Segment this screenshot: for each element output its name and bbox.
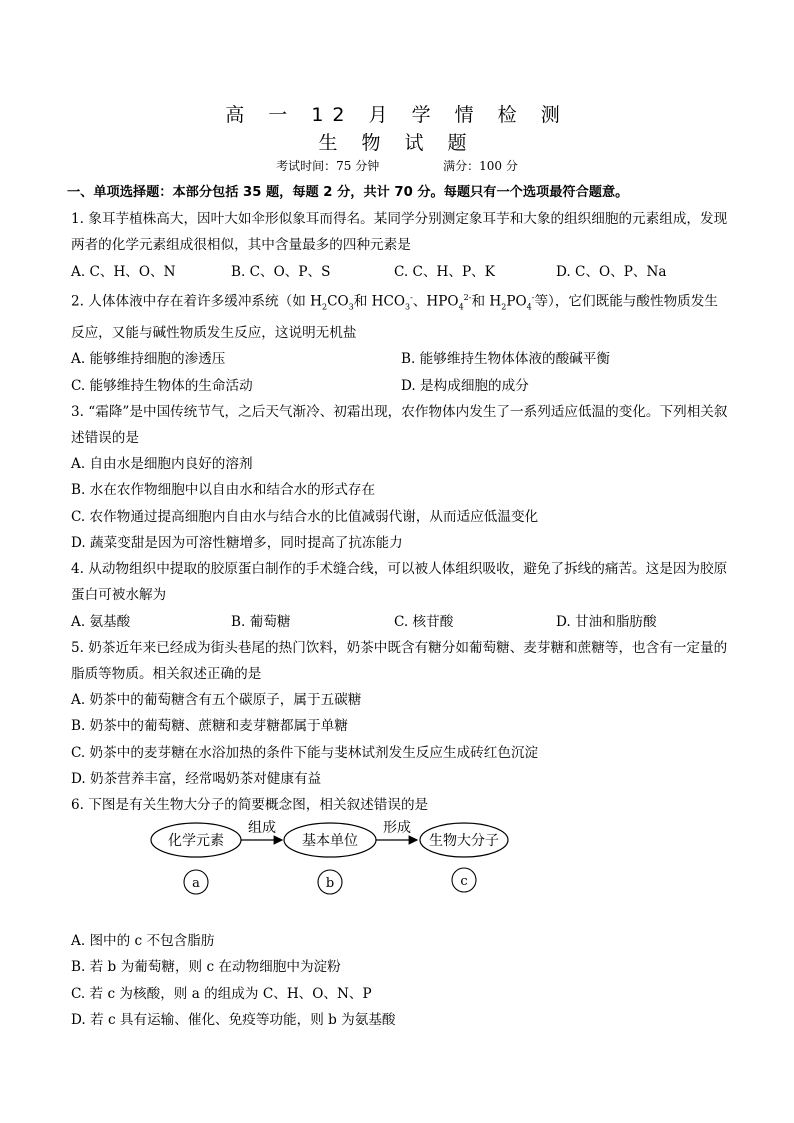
question-5-stem: 5. 奶茶近年来已经成为街头巷尾的热门饮料，奶茶中既含有糖分如葡萄糖、麦芽糖和蔗糖等，也含有一定量的脂质等物质。相关叙述正确的是 (71, 639, 728, 682)
node-chemical-elements: 化学元素 (168, 833, 224, 850)
arrow-form-label: 形成 (383, 820, 411, 837)
q2-text-3: 和 HCO (353, 293, 406, 310)
question-1-stem: 1. 象耳芋植株高大，因叶大如伞形似象耳而得名。某同学分别测定象耳芋和大象的组织细胞的元素组成，发现两者的化学元素组成很相似，其中含量最多的四种元素是 (71, 211, 728, 254)
question-2-option-c: C. 能够维持生物体的生命活动 (71, 377, 253, 394)
q2-text-6: PO (506, 293, 527, 310)
exam-meta (0, 157, 794, 174)
q2-sub-1: 2 (321, 302, 328, 312)
question-3-stem: 3. “霜降”是中国传统节气，之后天气渐冷、初霜出现，农作物体内发生了一系列适应低温的变化。下列相关叙述错误的是 (71, 403, 728, 447)
exam-subtitle: 生 物 试 题 (318, 132, 476, 154)
exam-time: 考试时间：75 分钟 (276, 159, 380, 173)
exam-score: 满分：100 分 (443, 159, 518, 173)
q2-sub-2: 3 (348, 302, 354, 312)
question-5-option-c: C. 奶茶中的麦芽糖在水浴加热的条件下能与斐林试剂发生反应生成砖红色沉淀 (71, 744, 539, 761)
question-2-option-d: D. 是构成细胞的成分 (401, 377, 529, 394)
q2-text-7: 等），它们既能与酸性物质发生反应，又能与碱性物质发生反应，这说明无机盐 (71, 293, 718, 342)
question-4-options (71, 609, 731, 635)
node-basic-unit: 基本单位 (302, 833, 358, 850)
question-3-option-d: D. 蔬菜变甜是因为可溶性糖增多，同时提高了抗冻能力 (71, 534, 403, 551)
question-6-option-c: C. 若 c 为核酸，则 a 的组成为 C、H、O、N、P (71, 985, 372, 1002)
q2-text-4: 、HPO (412, 293, 459, 310)
question-4-option-d: D. 甘油和脂肪酸 (556, 613, 657, 630)
question-2-options-row2 (71, 373, 731, 399)
question-3-option-c: C. 农作物通过提高细胞内自由水与结合水的比值减弱代谢，从而适应低温变化 (71, 508, 539, 525)
question-4-option-a: A. 氨基酸 (71, 613, 131, 630)
question-6-option-b: B. 若 b 为葡萄糖，则 c 在动物细胞中为淀粉 (71, 959, 341, 976)
q2-sub-3: 3 (405, 302, 411, 312)
label-b: b (325, 876, 335, 892)
q2-text-5: 和 H (471, 293, 502, 310)
q2-text-2: CO (327, 293, 349, 310)
q2-sup-3: - (531, 292, 535, 302)
question-2-stem (71, 285, 731, 347)
question-1-option-a: A. C、H、O、N (71, 263, 176, 280)
label-c: c (460, 874, 468, 890)
q2-text-1: 2. 人体体液中存在着许多缓冲系统（如 H (71, 293, 322, 310)
q2-sub-6: 4 (526, 302, 532, 312)
question-1-option-b: B. C、O、P、S (231, 263, 331, 280)
question-1-options (71, 259, 731, 285)
q2-sup-2: 2- (463, 292, 472, 302)
label-a: a (192, 876, 200, 892)
q2-sub-5: 2 (501, 302, 507, 312)
concept-diagram (71, 818, 731, 928)
question-6-stem: 6. 下图是有关生物大分子的简要概念图，相关叙述错误的是 (71, 796, 429, 813)
question-6-option-d: D. 若 c 具有运输、催化、免疫等功能，则 b 为氨基酸 (71, 1011, 396, 1028)
q2-sup-1: - (410, 292, 413, 302)
node-macromolecule: 生物大分子 (429, 833, 499, 850)
question-4-stem: 4. 从动物组织中提取的胶原蛋白制作的手术缝合线，可以被人体组织吸收，避免了拆线的痛苦。这是因为胶原蛋白可被水解为 (71, 561, 728, 604)
arrow-compose-label: 组成 (248, 820, 276, 837)
question-3-option-a: A. 自由水是细胞内良好的溶剂 (71, 456, 253, 473)
question-5-option-b: B. 奶茶中的葡萄糖、蔗糖和麦芽糖都属于单糖 (71, 718, 348, 735)
question-2-options-row1 (71, 346, 731, 372)
exam-title: 高 一 12 月 学 情 检 测 (225, 104, 569, 126)
question-2-option-a: A. 能够维持细胞的渗透压 (71, 351, 226, 368)
question-1-option-c: C. C、H、P、K (394, 263, 495, 280)
question-6-option-a: A. 图中的 c 不包含脂肪 (71, 933, 215, 950)
q2-sub-4: 4 (458, 302, 464, 312)
question-1-option-d: D. C、O、P、Na (556, 263, 667, 280)
question-5-option-a: A. 奶茶中的葡萄糖含有五个碳原子，属于五碳糖 (71, 692, 362, 709)
question-2-option-b: B. 能够维持生物体体液的酸碱平衡 (401, 351, 610, 368)
question-4-option-c: C. 核苷酸 (394, 613, 454, 630)
exam-content (67, 180, 731, 1033)
question-3-option-b: B. 水在农作物细胞中以自由水和结合水的形式存在 (71, 482, 376, 499)
question-5-option-d: D. 奶茶营养丰富，经常喝奶茶对健康有益 (71, 770, 322, 787)
question-4-option-b: B. 葡萄糖 (231, 613, 291, 630)
concept-diagram-svg (141, 818, 601, 924)
section-heading: 一、单项选择题：本部分包括 35 题，每题 2 分，共计 70 分。每题只有一个选项最符合题意。 (67, 185, 629, 200)
